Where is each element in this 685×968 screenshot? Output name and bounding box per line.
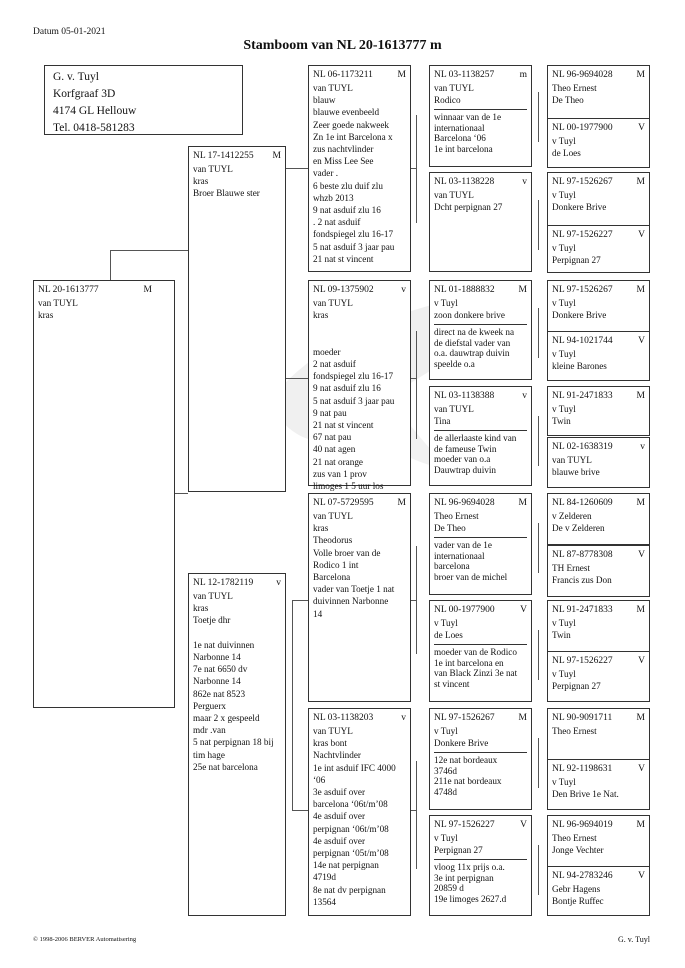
- pigeon-note: direct na de kweek na de diefstal vader van o.a. dauwtrap duivin speelde o.a: [434, 324, 527, 369]
- connector: [416, 761, 417, 869]
- pedigree-gen5: [547, 866, 650, 916]
- pigeon-info: van TUYL Dcht perpignan 27: [434, 190, 503, 213]
- owner-name: G. v. Tuyl: [53, 71, 99, 83]
- pigeon-info: Theo Ernest Jonge Vechter: [552, 833, 604, 856]
- print-date: Datum 05-01-2021: [33, 27, 106, 37]
- pedigree-gen5: [547, 493, 650, 545]
- ring-number: NL 91-2471833: [552, 391, 613, 401]
- ring-number: NL 12-1782119: [193, 578, 254, 588]
- sex-marker: v: [401, 285, 406, 295]
- pigeon-info: v Tuyl Twin: [552, 618, 576, 641]
- sex-marker: M: [397, 498, 406, 508]
- sex-marker: V: [520, 820, 527, 830]
- pedigree-gen5: [547, 651, 650, 702]
- ring-number: NL 03-1138203: [313, 713, 374, 723]
- pedigree-gen5: [547, 437, 650, 488]
- ring-number: NL 97-1526267: [552, 177, 613, 187]
- sex-marker: M: [636, 820, 645, 830]
- pigeon-info: v Tuyl kleine Barones: [552, 349, 607, 372]
- connector: [292, 600, 308, 601]
- pedigree-gen4: [429, 493, 532, 595]
- pedigree-gen3: [308, 280, 411, 492]
- pedigree-gen5: [547, 280, 650, 332]
- sex-marker: M: [636, 605, 645, 615]
- ring-number: NL 00-1977900: [552, 123, 613, 133]
- pedigree-gen5: [547, 172, 650, 226]
- pigeon-info: van TUYL Rodico: [434, 83, 474, 106]
- connector: [410, 378, 417, 379]
- sex-marker: V: [638, 230, 645, 240]
- connector: [110, 250, 188, 251]
- pigeon-info: van TUYL kras moeder 2 nat asduif fondspiegel zlu 16-17 9 nat asduif zlu 16 5 nat asduif 3 jaar pau 9 nat pau 21 nat st vincent 67 nat pau 40 nat agen 21 nat orange zus van 1 prov limoges 1 5 uur los: [313, 298, 395, 492]
- pigeon-info: TH Ernest Francis zus Don: [552, 563, 612, 586]
- pigeon-info: v Tuyl Den Brive 1e Nat.: [552, 777, 619, 800]
- pigeon-info: v Tuyl Twin: [552, 404, 576, 427]
- sex-marker: M: [636, 70, 645, 80]
- sex-marker: m: [519, 70, 527, 80]
- connector: [416, 331, 417, 439]
- pigeon-info: van TUYL kras bont Nachtvlinder 1e int asduif IFC 4000 ‘06 3e asduif over barcelona ‘06t/m’08 4e asduif over perpignan ‘06t/m’08 4e asduif over perpignan ‘05t/m’08 14e nat perpignan 4719d 8e nat dv perpignan 13564: [313, 726, 396, 907]
- ring-number: NL 96-9694019: [552, 820, 613, 830]
- pigeon-info: v Tuyl Donkere Brive: [434, 726, 489, 749]
- ring-number: NL 03-1138388: [434, 391, 495, 401]
- pedigree-gen3: [308, 708, 411, 916]
- sex-marker: V: [638, 764, 645, 774]
- pigeon-info: v Tuyl Perpignan 27: [552, 243, 601, 266]
- sex-marker: M: [518, 285, 527, 295]
- pedigree-gen5: [547, 118, 650, 168]
- sex-marker: v: [522, 177, 527, 187]
- connector: [285, 168, 308, 169]
- footer-owner: G. v. Tuyl: [618, 935, 650, 944]
- pedigree-mother: [188, 573, 286, 916]
- connector: [538, 523, 539, 573]
- sex-marker: V: [520, 605, 527, 615]
- connector: [110, 250, 111, 280]
- pigeon-info: v Tuyl Perpignan 27: [552, 669, 601, 692]
- pigeon-info: v Tuyl Donkere Brive: [552, 298, 607, 321]
- pedigree-gen3: [308, 65, 411, 272]
- pigeon-info: van TUYL blauwe brive: [552, 455, 600, 478]
- pigeon-note: winnaar van de 1e internationaal Barcelona ‘06 1e int barcelona: [434, 109, 527, 154]
- owner-city: 4174 GL Hellouw: [53, 105, 137, 117]
- pigeon-info: van TUYL kras Theodorus Volle broer van de Rodico 1 int Barcelona vader van Toetje 1 nat duivinnen Narbonne 14: [313, 511, 395, 619]
- sex-marker: M: [636, 391, 645, 401]
- sex-marker: M: [397, 70, 406, 80]
- ring-number: NL 07-5729595: [313, 498, 374, 508]
- sex-marker: M: [518, 498, 527, 508]
- ring-number: NL 92-1198631: [552, 764, 613, 774]
- ring-number: NL 03-1138257: [434, 70, 495, 80]
- pigeon-info: v Tuyl zoon donkere brive: [434, 298, 505, 321]
- connector: [292, 600, 293, 810]
- connector: [538, 200, 539, 250]
- pigeon-info: Gebr Hagens Bontje Ruffec: [552, 884, 604, 907]
- pedigree-gen5: [547, 708, 650, 760]
- pigeon-info: v Tuyl Donkere Brive: [552, 190, 607, 213]
- pedigree-gen4: [429, 386, 532, 486]
- pedigree-gen5: [547, 331, 650, 381]
- connector: [538, 92, 539, 142]
- connector: [410, 600, 417, 601]
- pigeon-info: van TUYL blauw blauwe evenbeeld Zeer goede nakweek Zn 1e int Barcelona x zus nachtvlinder en Miss Lee See vader . 6 beste zlu duif zlu whzb 2013 9 nat asduif zlu 16 . 2 nat asduif fondspiegel zlu 16-17 5 nat asduif 3 jaar pau 21 nat st vincent: [313, 83, 395, 264]
- sex-marker: V: [638, 336, 645, 346]
- ring-number: NL 94-2783246: [552, 871, 613, 881]
- ring-number: NL 09-1375902: [313, 285, 374, 295]
- connector: [410, 810, 417, 811]
- pedigree-gen3: [308, 493, 411, 702]
- pedigree-gen5: [547, 225, 650, 273]
- ring-number: NL 06-1173211: [313, 70, 373, 80]
- sex-marker: M: [636, 713, 645, 723]
- sex-marker: v: [401, 713, 406, 723]
- ring-number: NL 94-1021744: [552, 336, 613, 346]
- sex-marker: V: [638, 656, 645, 666]
- pigeon-info: van TUYL kras Broer Blauwe ster: [193, 164, 260, 199]
- sex-marker: M: [143, 285, 152, 295]
- pigeon-note: vloog 11x prijs o.a. 3e int perpignan 20859 d 19e limoges 2627.d: [434, 859, 527, 904]
- pedigree-gen5: [547, 600, 650, 652]
- sex-marker: M: [636, 498, 645, 508]
- ring-number: NL 00-1977900: [434, 605, 495, 615]
- sex-marker: M: [272, 151, 281, 161]
- ring-number: NL 96-9694028: [552, 70, 613, 80]
- pedigree-gen4: [429, 708, 532, 810]
- pedigree-gen4: [429, 172, 532, 272]
- connector: [538, 416, 539, 466]
- pigeon-info: v Tuyl de Loes: [552, 136, 581, 159]
- pigeon-info: van TUYL Tina: [434, 404, 474, 427]
- sex-marker: V: [638, 123, 645, 133]
- ring-number: NL 90-9091711: [552, 713, 613, 723]
- sex-marker: M: [636, 177, 645, 187]
- ring-number: NL 17-1412255: [193, 151, 254, 161]
- pigeon-info: van TUYL kras: [38, 298, 78, 321]
- sex-marker: v: [640, 442, 645, 452]
- ring-number: NL 87-8778308: [552, 550, 613, 560]
- owner-info: [44, 65, 243, 135]
- ring-number: NL 97-1526267: [552, 285, 613, 295]
- pedigree-gen4: [429, 280, 532, 380]
- pigeon-info: Theo Ernest De Theo: [552, 83, 597, 106]
- owner-street: Korfgraaf 3D: [53, 88, 116, 100]
- pedigree-gen5: [547, 65, 650, 119]
- pigeon-note: vader van de 1e internationaal barcelona broer van de michel: [434, 537, 527, 582]
- pedigree-gen5: [547, 545, 650, 597]
- pigeon-info: v Zelderen De v Zelderen: [552, 511, 605, 534]
- pedigree-gen4: [429, 815, 532, 916]
- pedigree-gen4: [429, 65, 532, 167]
- pigeon-note: de allerlaaste kind van de fameuse Twin moeder van o.a Dauwtrap duivin: [434, 430, 527, 475]
- sex-marker: V: [638, 550, 645, 560]
- pedigree-gen5: [547, 386, 650, 436]
- connector: [174, 493, 188, 494]
- ring-number: NL 97-1526227: [552, 656, 613, 666]
- pigeon-info: Theo Ernest De Theo: [434, 511, 479, 534]
- connector: [285, 378, 308, 379]
- ring-number: NL 97-1526227: [552, 230, 613, 240]
- ring-number: NL 01-1888832: [434, 285, 495, 295]
- sex-marker: M: [518, 713, 527, 723]
- connector: [292, 810, 308, 811]
- pigeon-note: 12e nat bordeaux 3746d 211e nat bordeaux 4748d: [434, 752, 527, 797]
- pedigree-gen5: [547, 815, 650, 867]
- ring-number: NL 96-9694028: [434, 498, 495, 508]
- pigeon-note: moeder van de Rodico 1e int barcelona en van Black Zinzi 3e nat st vincent: [434, 644, 527, 689]
- ring-number: NL 03-1138228: [434, 177, 495, 187]
- sex-marker: v: [276, 578, 281, 588]
- pigeon-info: v Tuyl de Loes: [434, 618, 463, 641]
- page-title: Stamboom van NL 20-1613777 m: [243, 38, 442, 53]
- connector: [538, 630, 539, 680]
- pigeon-info: v Tuyl Perpignan 27: [434, 833, 483, 856]
- pigeon-info: Theo Ernest: [552, 726, 597, 736]
- footer-copyright: © 1998-2006 BERVER Automatisering: [33, 936, 137, 943]
- ring-number: NL 97-1526227: [434, 820, 495, 830]
- owner-phone: Tel. 0418-581283: [53, 122, 135, 134]
- ring-number: NL 84-1260609: [552, 498, 613, 508]
- sex-marker: M: [636, 285, 645, 295]
- sex-marker: V: [638, 871, 645, 881]
- connector: [538, 308, 539, 358]
- connector: [416, 115, 417, 223]
- pedigree-father: [188, 146, 286, 492]
- connector: [410, 168, 417, 169]
- pedigree-subject: [33, 280, 175, 708]
- pedigree-gen4: [429, 600, 532, 702]
- pigeon-info: van TUYL kras Toetje dhr 1e nat duivinnen Narbonne 14 7e nat 6650 dv Narbonne 14 862e nat 8523 Perguerx maar 2 x gespeeld mdr .van 5 nat perpignan 18 bij tim hage 25e nat barcelona: [193, 591, 274, 772]
- ring-number: NL 97-1526267: [434, 713, 495, 723]
- connector: [538, 845, 539, 895]
- connector: [538, 738, 539, 788]
- ring-number: NL 02-1638319: [552, 442, 613, 452]
- ring-number: NL 20-1613777: [38, 285, 99, 295]
- pedigree-gen5: [547, 759, 650, 810]
- sex-marker: v: [522, 391, 527, 401]
- ring-number: NL 91-2471833: [552, 605, 613, 615]
